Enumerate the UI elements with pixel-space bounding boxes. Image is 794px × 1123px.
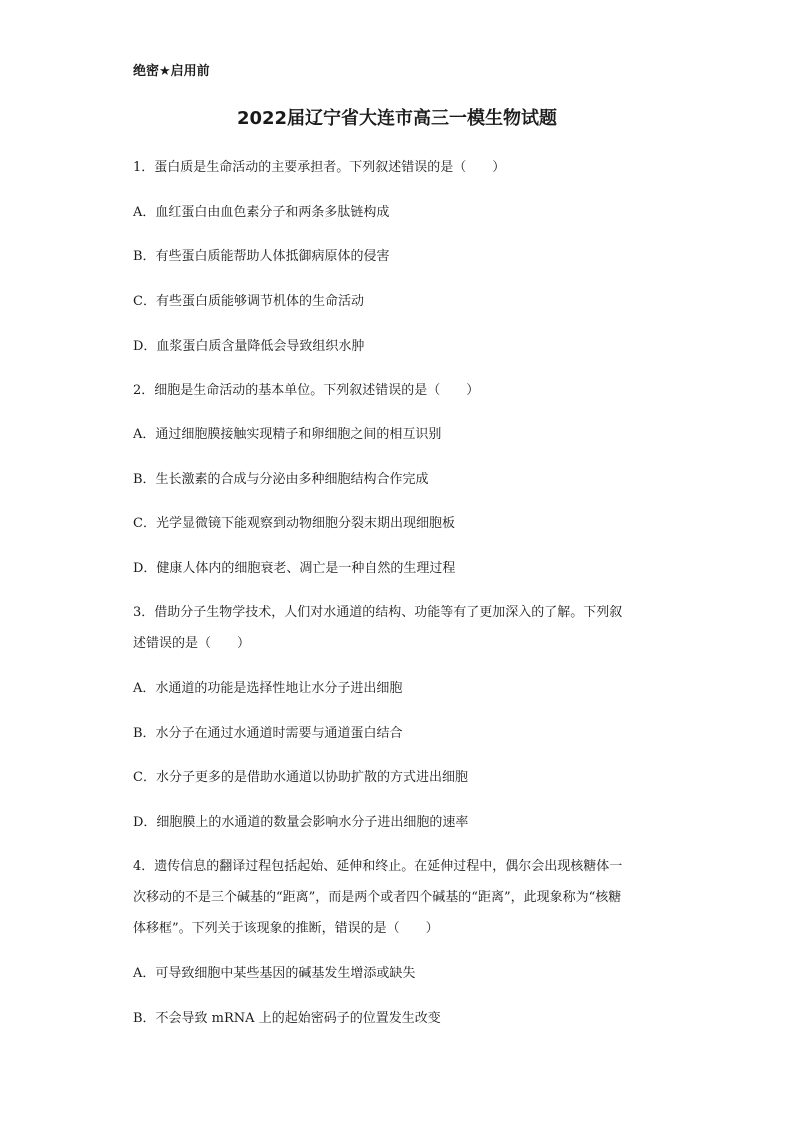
- exam-title: 2022届辽宁省大连市高三一模生物试题: [236, 108, 558, 129]
- question-2-option-a: A．通过细胞膜接触实现精子和卵细胞之间的相互识别: [133, 427, 442, 442]
- question-4-stem-line-1: 4．遗传信息的翻译过程包括起始、延伸和终止。在延伸过程中，偶尔会出现核糖体一: [133, 859, 623, 874]
- question-2-stem: 2．细胞是生命活动的基本单位。下列叙述错误的是（ ）: [133, 383, 480, 398]
- question-3-stem-line-2: 述错误的是（ ）: [133, 636, 251, 651]
- question-2-option-b: B．生长激素的合成与分泌由多种细胞结构合作完成: [133, 472, 429, 487]
- question-2-option-c: C．光学显微镜下能观察到动物细胞分裂末期出现细胞板: [133, 516, 455, 531]
- question-3-stem-line-1: 3．借助分子生物学技术，人们对水通道的结构、功能等有了更加深入的了解。下列叙: [133, 605, 623, 620]
- question-2-option-d: D．健康人体内的细胞衰老、凋亡是一种自然的生理过程: [133, 561, 456, 576]
- confidential-label: 绝密★启用前: [133, 64, 210, 79]
- question-4-stem-line-3: 体移框”。下列关于该现象的推断，错误的是（ ）: [133, 921, 439, 936]
- question-1-option-a: A．血红蛋白由血色素分子和两条多肽链构成: [133, 205, 390, 220]
- question-1-option-b: B．有些蛋白质能帮助人体抵御病原体的侵害: [133, 249, 390, 264]
- question-4-option-a: A．可导致细胞中某些基因的碱基发生增添或缺失: [133, 966, 416, 981]
- question-1-option-c: C．有些蛋白质能够调节机体的生命活动: [133, 294, 364, 309]
- question-4-stem-line-2: 次移动的不是三个碱基的“距离”，而是两个或者四个碱基的“距离”，此现象称为“核糖: [133, 890, 622, 905]
- question-1-option-d: D．血浆蛋白质含量降低会导致组织水肿: [133, 339, 365, 354]
- question-1-stem: 1．蛋白质是生命活动的主要承担者。下列叙述错误的是（ ）: [133, 160, 506, 175]
- question-4-option-b: B．不会导致 mRNA 上的起始密码子的位置发生改变: [133, 1011, 441, 1026]
- question-3-option-a: A．水通道的功能是选择性地让水分子进出细胞: [133, 681, 403, 696]
- question-3-option-b: B．水分子在通过水通道时需要与通道蛋白结合: [133, 726, 403, 741]
- question-3-option-d: D．细胞膜上的水通道的数量会影响水分子进出细胞的速率: [133, 815, 469, 830]
- question-3-option-c: C．水分子更多的是借助水通道以协助扩散的方式进出细胞: [133, 770, 468, 785]
